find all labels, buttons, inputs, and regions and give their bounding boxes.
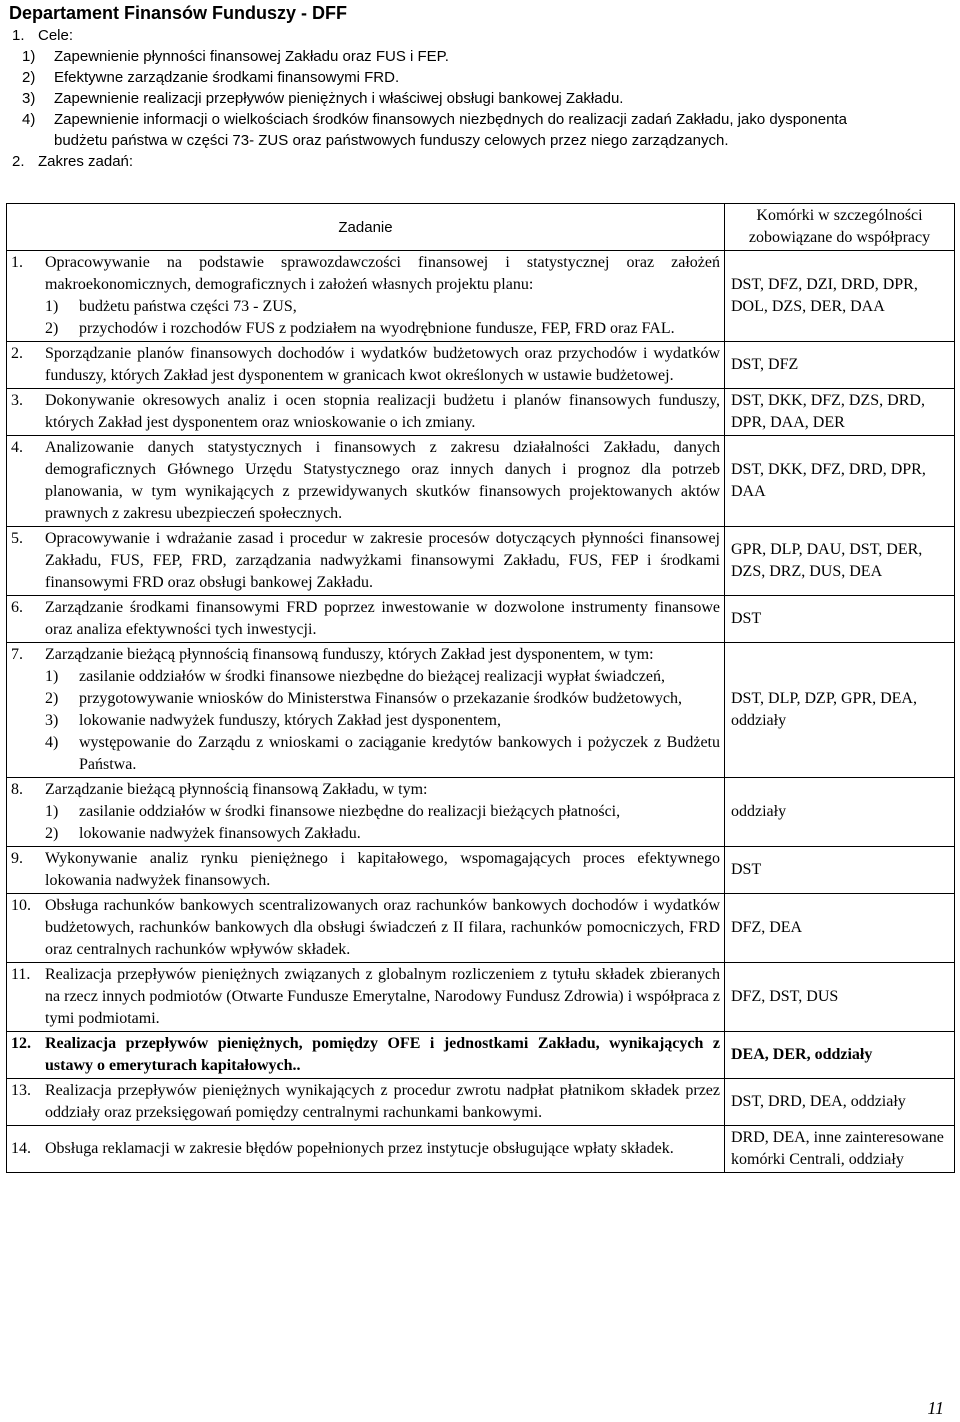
task-cell <box>7 527 725 596</box>
goals-section <box>12 25 942 172</box>
task-number: 14. <box>11 1140 31 1157</box>
goal-number: 2) <box>22 69 36 86</box>
task-subitem <box>11 688 720 710</box>
task-cell <box>7 963 725 1032</box>
header-cells: Komórki w szczególności zobowiązane do współpracy <box>725 204 955 251</box>
task-item <box>11 895 720 961</box>
task-item <box>11 1080 720 1124</box>
cooperating-units-cell: DST <box>725 847 955 894</box>
task-text: Wykonywanie analiz rynku pieniężnego i kapitałowego, wspomagających proces efektywnego lokowania nadwyżek finansowych. <box>45 850 720 889</box>
goals-number: 1. <box>12 27 25 44</box>
task-number: 13. <box>11 1082 31 1099</box>
cooperating-units-cell: DST, DKK, DFZ, DZS, DRD, DPR, DAA, DER <box>725 389 955 436</box>
task-number: 7. <box>11 646 23 663</box>
subitem-text: zasilanie oddziałów w środki finansowe niezbędne do realizacji bieżących płatności, <box>79 803 621 820</box>
task-item <box>11 252 720 296</box>
goal-item <box>12 88 942 109</box>
tasks-table <box>6 203 955 1173</box>
task-cell <box>7 894 725 963</box>
table-row <box>7 1126 955 1173</box>
task-subitem <box>11 732 720 776</box>
task-text: Realizacja przepływów pieniężnych, pomiędzy OFE i jednostkami Zakładu, wynikających z ustawy o emeryturach kapitałowych.. <box>45 1035 720 1074</box>
task-text: Analizowanie danych statystycznych i finansowych z zakresu działalności Zakładu, danych demograficznych Głównego Urzędu Statystycznego oraz innych danych i prognoz dla potrzeb planowania, w tym wynikających z przewidywanych skutków finansowych projektowanych aktów prawnych z zakresu ubezpieczeń społecznych. <box>45 439 720 522</box>
subitem-number: 2) <box>45 825 59 842</box>
goal-item <box>12 67 942 88</box>
cooperating-units-cell: DST, DLP, DZP, GPR, DEA, oddziały <box>725 643 955 778</box>
cooperating-units-cell: DFZ, DEA <box>725 894 955 963</box>
goals-label: Cele: <box>38 27 74 44</box>
goal-text: Zapewnienie informacji o wielkościach środków finansowych niezbędnych do realizacji zadań Zakładu, jako dysponenta budżetu państwa w części 73- ZUS oraz państwowych funduszy celowych przez niego zarządzanych. <box>54 111 847 149</box>
task-text: Dokonywanie okresowych analiz i ocen stopnia realizacji budżetu i planów finansowych funduszy, których Zakład jest dysponentem oraz wnioskowanie o ich zmiany. <box>45 392 720 431</box>
cooperating-units-cell: oddziały <box>725 778 955 847</box>
table-row <box>7 963 955 1032</box>
goals-heading <box>12 25 942 46</box>
header-task: Zadanie <box>7 204 725 251</box>
subitem-text: występowanie do Zarządu z wnioskami o zaciąganie kredytów bankowych i pożyczek z Budżetu Państwa. <box>79 734 720 773</box>
task-item <box>11 528 720 594</box>
task-text: Realizacja przepływów pieniężnych związanych z globalnym rozliczeniem z tytułu składek zbieranych na rzecz innych podmiotów (Otwarte Fundusze Emerytalne, Narodowy Fundusz Zdrowia) i współpraca z tymi podmiotami. <box>45 966 720 1027</box>
task-number: 11. <box>11 966 31 983</box>
task-item <box>11 964 720 1030</box>
table-row <box>7 251 955 342</box>
task-number: 12. <box>11 1035 31 1052</box>
task-item <box>11 644 720 666</box>
subitem-number: 2) <box>45 690 59 707</box>
cooperating-units-cell: DST, DFZ, DZI, DRD, DPR, DOL, DZS, DER, DAA <box>725 251 955 342</box>
subitem-number: 3) <box>45 712 59 729</box>
task-subitem <box>11 318 720 340</box>
task-cell <box>7 1079 725 1126</box>
subitem-number: 1) <box>45 298 59 315</box>
goal-text: Zapewnienie płynności finansowej Zakładu oraz FUS i FEP. <box>54 48 449 65</box>
cooperating-units-cell: DFZ, DST, DUS <box>725 963 955 1032</box>
task-cell <box>7 596 725 643</box>
table-row <box>7 643 955 778</box>
task-text: Obsługa reklamacji w zakresie błędów popełnionych przez instytucje obsługujące wpłaty składek. <box>45 1140 674 1157</box>
table-row <box>7 1032 955 1079</box>
scope-number: 2. <box>12 153 25 170</box>
task-item <box>11 1033 720 1077</box>
goal-number: 1) <box>22 48 36 65</box>
task-number: 10. <box>11 897 31 914</box>
task-number: 8. <box>11 781 23 798</box>
task-subitem <box>11 823 720 845</box>
task-text: Zarządzanie bieżącą płynnością finansową Zakładu, w tym: <box>45 781 428 798</box>
table-row <box>7 389 955 436</box>
table-row <box>7 847 955 894</box>
task-cell <box>7 389 725 436</box>
task-item <box>11 1138 720 1160</box>
task-cell <box>7 436 725 527</box>
task-number: 9. <box>11 850 23 867</box>
task-subitem <box>11 710 720 732</box>
task-number: 5. <box>11 530 23 547</box>
task-number: 4. <box>11 439 23 456</box>
task-number: 1. <box>11 254 23 271</box>
goal-number: 4) <box>22 111 36 128</box>
table-row <box>7 1079 955 1126</box>
task-cell <box>7 1126 725 1173</box>
task-item <box>11 848 720 892</box>
subitem-number: 2) <box>45 320 59 337</box>
subitem-text: przychodów i rozchodów FUS z podziałem na wyodrębnione fundusze, FEP, FRD oraz FAL. <box>79 320 675 337</box>
cooperating-units-cell: GPR, DLP, DAU, DST, DER, DZS, DRZ, DUS, DEA <box>725 527 955 596</box>
task-text: Realizacja przepływów pieniężnych wynikających z procedur zwrotu nadpłat płatnikom składek przez oddziały oraz przeksięgowań pomiędzy centralnymi rachunkami bankowymi. <box>45 1082 720 1121</box>
cooperating-units-cell: DST, DFZ <box>725 342 955 389</box>
table-row <box>7 894 955 963</box>
task-cell <box>7 778 725 847</box>
subitem-text: przygotowywanie wniosków do Ministerstwa Finansów o przekazanie środków budżetowych, <box>79 690 682 707</box>
task-number: 3. <box>11 392 23 409</box>
table-row <box>7 342 955 389</box>
cooperating-units-cell: DST, DRD, DEA, oddziały <box>725 1079 955 1126</box>
task-text: Zarządzanie środkami finansowymi FRD poprzez inwestowanie w dozwolone instrumenty finansowe oraz analiza efektywności tych inwestycji. <box>45 599 720 638</box>
cooperating-units-cell: DEA, DER, oddziały <box>725 1032 955 1079</box>
table-header-row <box>7 204 955 251</box>
task-number: 2. <box>11 345 23 362</box>
table-row <box>7 527 955 596</box>
task-item <box>11 779 720 801</box>
goal-text: Efektywne zarządzanie środkami finansowymi FRD. <box>54 69 400 86</box>
task-cell <box>7 342 725 389</box>
subitem-number: 1) <box>45 803 59 820</box>
task-number: 6. <box>11 599 23 616</box>
table-row <box>7 596 955 643</box>
task-cell <box>7 847 725 894</box>
subitem-text: budżetu państwa części 73 - ZUS, <box>79 298 297 315</box>
scope-label: Zakres zadań: <box>38 153 134 170</box>
task-subitem <box>11 296 720 318</box>
task-item <box>11 343 720 387</box>
task-text: Sporządzanie planów finansowych dochodów i wydatków budżetowych oraz przychodów i wydatków funduszy, których Zakład jest dysponentem w granicach kwot określonych w ustawie budżetowej. <box>45 345 720 384</box>
goal-number: 3) <box>22 90 36 107</box>
goal-text: Zapewnienie realizacji przepływów pieniężnych i właściwej obsługi bankowej Zakładu. <box>54 90 624 107</box>
page-number: 11 <box>927 1398 944 1418</box>
subitem-number: 1) <box>45 668 59 685</box>
task-text: Obsługa rachunków bankowych scentralizowanych oraz rachunków bankowych dochodów i wydatków budżetowych, rachunków bankowych dla obsługi świadczeń z II filara, rachunków pomocniczych, FRD oraz centralnych rachunków wpływów składek. <box>45 897 720 958</box>
task-text: Opracowywanie na podstawie sprawozdawczości finansowej i statystycznej oraz założeń makroekonomicznych, demograficznych i założeń własnych projektu planu: <box>45 254 720 293</box>
task-cell <box>7 251 725 342</box>
subitem-text: lokowanie nadwyżek funduszy, których Zakład jest dysponentem, <box>79 712 501 729</box>
task-item <box>11 437 720 525</box>
task-item <box>11 597 720 641</box>
task-cell <box>7 1032 725 1079</box>
cooperating-units-cell: DST <box>725 596 955 643</box>
table-row <box>7 778 955 847</box>
cooperating-units-cell: DST, DKK, DFZ, DRD, DPR, DAA <box>725 436 955 527</box>
task-cell <box>7 643 725 778</box>
task-subitem <box>11 801 720 823</box>
subitem-text: lokowanie nadwyżek finansowych Zakładu. <box>79 825 361 842</box>
table-row <box>7 436 955 527</box>
page-title: Departament Finansów Funduszy - DFF <box>9 3 348 23</box>
task-item <box>11 390 720 434</box>
task-text: Zarządzanie bieżącą płynnością finansową funduszy, których Zakład jest dysponentem, w tym: <box>45 646 654 663</box>
subitem-text: zasilanie oddziałów w środki finansowe niezbędne do bieżącej realizacji wypłat świadczeń, <box>79 668 665 685</box>
goal-item <box>12 46 942 67</box>
goal-item <box>12 109 942 151</box>
scope-heading <box>12 151 942 172</box>
task-text: Opracowywanie i wdrażanie zasad i procedur w zakresie procesów dotyczących płynności finansowej Zakładu, FUS, FEP, FRD, zarządzania nadwyżkami finansowymi Zakładu, FUS, FEP i środkami finansowymi FRD oraz obsługi bankowej Zakładu. <box>45 530 720 591</box>
cooperating-units-cell: DRD, DEA, inne zainteresowane komórki Centrali, oddziały <box>725 1126 955 1173</box>
subitem-number: 4) <box>45 734 59 751</box>
task-subitem <box>11 666 720 688</box>
